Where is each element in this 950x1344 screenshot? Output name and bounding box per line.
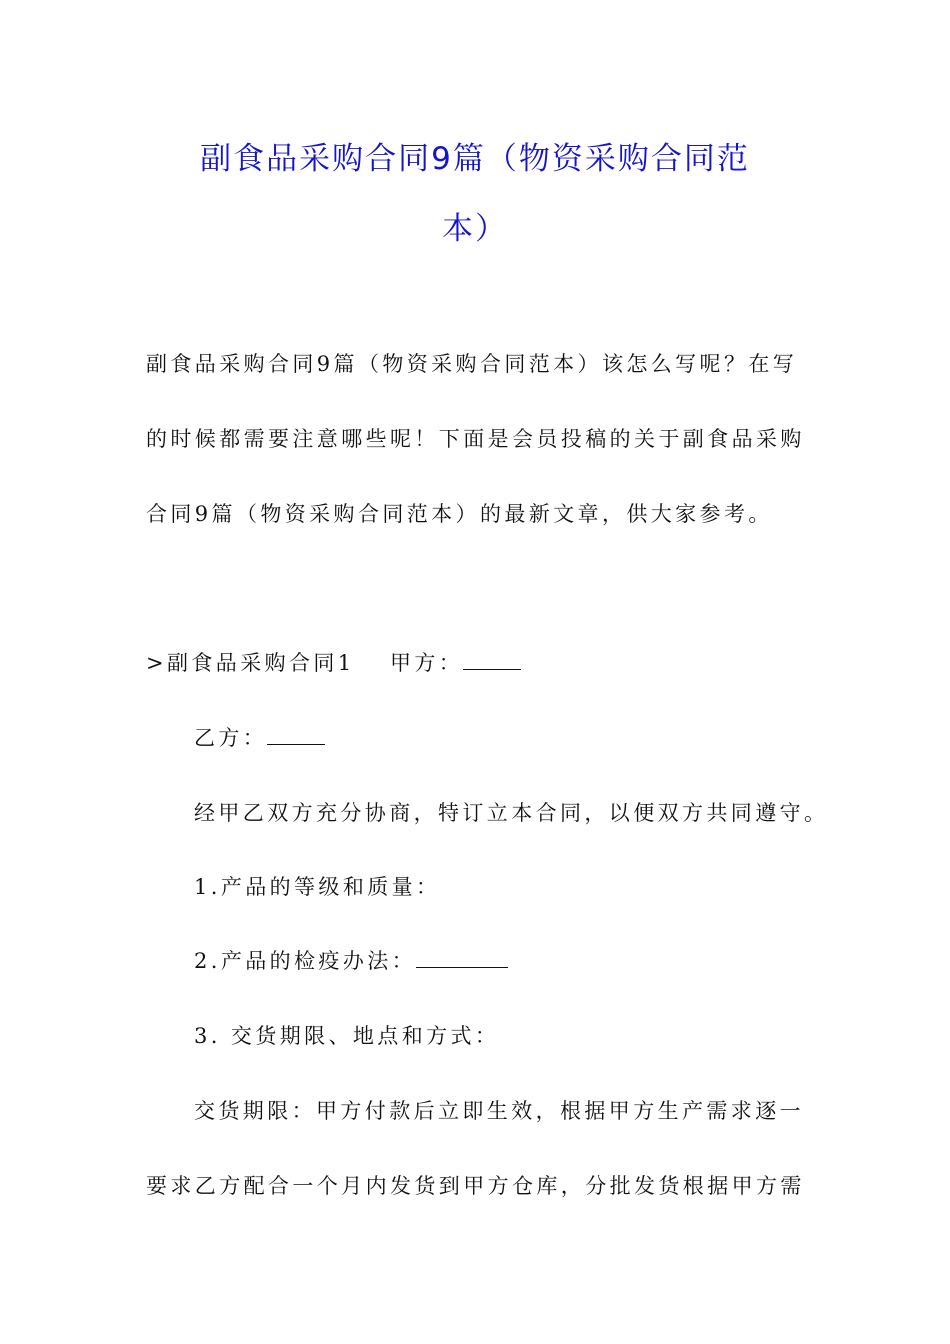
- intro-line-2: 的时候都需要注意哪些呢！下面是会员投稿的关于副食品采购: [146, 427, 805, 451]
- party-b-field: [194, 722, 325, 752]
- party-b-blank: [267, 726, 325, 745]
- party-a-label: 甲方：: [390, 651, 464, 675]
- party-a-field: [390, 647, 521, 677]
- item-1: 1.产品的等级和质量：: [194, 875, 441, 899]
- party-a-blank: [463, 651, 521, 670]
- document-title-line-2: 本）: [442, 211, 508, 247]
- document-title-line-1: 副食品采购合同9篇（物资采购合同范: [200, 141, 750, 177]
- party-b-label: 乙方：: [194, 726, 268, 750]
- item-2-blank: [416, 949, 508, 968]
- item-3: 3. 交货期限、地点和方式：: [194, 1024, 500, 1048]
- delivery-line-1: 交货期限：甲方付款后立即生效，根据甲方生产需求逐一: [194, 1099, 804, 1123]
- delivery-line-2: 要求乙方配合一个月内发货到甲方仓库，分批发货根据甲方需: [146, 1174, 805, 1198]
- clause-intro: 经甲乙双方充分协商，特订立本合同，以便双方共同遵守。: [194, 801, 829, 825]
- intro-line-1: 副食品采购合同9篇（物资采购合同范本）该怎么写呢？在写: [146, 352, 798, 376]
- item-2-field: [194, 945, 508, 975]
- intro-line-3: 合同9篇（物资采购合同范本）的最新文章，供大家参考。: [146, 502, 773, 526]
- section-heading: >副食品采购合同1: [146, 651, 355, 675]
- item-2: 2.产品的检疫办法：: [194, 949, 417, 973]
